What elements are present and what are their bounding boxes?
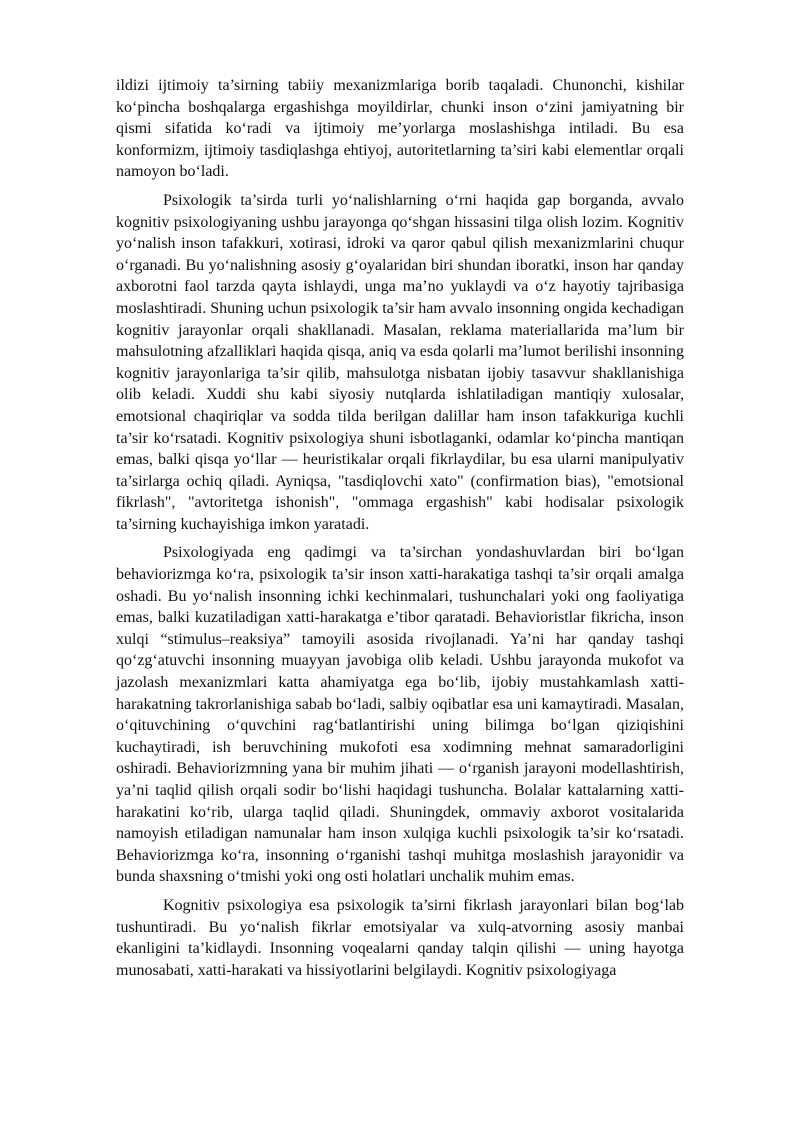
paragraph-cognitive-influence: Psixologik ta’sirda turli yo‘nalishlarning o‘rni haqida gap borganda, avvalo kognitiv psixologiyaning ushbu jarayonga qo‘shgan hissasini tilga olish lozim. Kognitiv yo‘nalish inson tafakkuri, xotirasi, idroki va qaror qabul qilish mexanizmlarini chuqur o‘rganadi. Bu yo‘nalishning asosiy g‘oyalaridan biri shundan iboratki, inson har qanday axborotni faol tarzda qayta ishlaydi, unga ma’no yuklaydi va o‘z hayotiy tajribasiga moslashtiradi. Shuning uchun psixologik ta’sir ham avvalo insonning ongida kechadigan kognitiv jarayonlar orqali shakllanadi. Masalan, reklama materiallarida ma’lum bir mahsulotning afzalliklari haqida qisqa, aniq va esda qolarli ma’lumot berilishi insonning kognitiv jarayonlariga ta’sir qilib, mahsulotga nisbatan ijobiy tasavvur shakllanishiga olib keladi. Xuddi shu kabi siyosiy nutqlarda ishlatiladigan mantiqiy xulosalar, emotsional chaqiriqlar va sodda tilda berilgan dalillar ham inson tafakkuriga kuchli ta’sir ko‘rsatadi. Kognitiv psixologiya shuni isbotlaganki, odamlar ko‘pincha mantiqan emas, balki qisqa yo‘llar — heuristikalar orqali fikrlaydilar, bu esa ularni manipulyativ ta’sirlarga ochiq qiladi. Ayniqsa, "tasdiqlovchi xato" (confirmation bias), "emotsional fikrlash", "avtoritetga ishonish", "ommaga ergashish" kabi hodisalar psixologik ta’sirning kuchayishiga imkon yaratadi.: [116, 191, 684, 533]
paragraph-cognitive-psychology: Kognitiv psixologiya esa psixologik ta’sirni fikrlash jarayonlari bilan bog‘lab tushuntiradi. Bu yo‘nalish fikrlar emotsiyalar va xulq-atvorning asosiy manbai ekanligini ta’kidlaydi. Insonning voqealarni qanday talqin qilishi — uning hayotga munosabati, xatti-harakati va hissiyotlarini belgilaydi. Kognitiv psixologiyaga: [116, 896, 684, 979]
paragraph-behaviorism: Psixologiyada eng qadimgi va ta’sirchan yondashuvlardan biri bo‘lgan behaviorizmga ko‘ra, psixologik ta’sir inson xatti-harakatiga tashqi ta’sir orqali amalga oshadi. Bu yo‘nalish insonning ichki kechinmalari, tushunchalari yoki ong faoliyatiga emas, balki kuzatiladigan xatti-harakatga e’tibor qaratadi. Behavioristlar fikricha, inson xulqi “stimulus–reaksiya” tamoyili asosida rivojlanadi. Ya’ni har qanday tashqi qo‘zg‘atuvchi insonning muayyan javobiga olib keladi. Ushbu jarayonda mukofot va jazolash mexanizmlari katta ahamiyatga ega bo‘lib, ijobiy mustahkamlash xatti-harakatning takrorlanishiga sabab bo‘ladi, salbiy oqibatlar esa uni kamaytiradi. Masalan, o‘qituvchining o‘quvchini rag‘batlantirishi uning bilimga bo‘lgan qiziqishini kuchaytiradi, ish beruvchining mukofoti esa xodimning mehnat samaradorligini oshiradi. Behaviorizmning yana bir muhim jihati — o‘rganish jarayoni modellashtirish, ya’ni taqlid qilish orqali sodir bo‘lishi haqidagi tushuncha. Bolalar kattalarning xatti-harakatini ko‘rib, ularga taqlid qiladi. Shuningdek, ommaviy axborot vositalarida namoyish etiladigan namunalar ham inson xulqiga kuchli psixologik ta’sir ko‘rsatadi. Behaviorizmga ko‘ra, insonning o‘rganishi tashqi muhitga moslashish jarayonidir va bunda shaxsning o‘tmishi yoki ong osti holatlari unchalik muhim emas.: [116, 544, 684, 886]
text-body: [116, 75, 684, 981]
paragraph-continuation: ildizi ijtimoiy ta’sirning tabiiy mexanizmlariga borib taqaladi. Chunonchi, kishilar ko‘pincha boshqalarga ergashishga moyildirlar, chunki inson o‘zini jamiyatning bir qismi sifatida ko‘radi va ijtimoiy me’yorlarga moslashishga intiladi. Bu esa konformizm, ijtimoiy tasdiqlashga ehtiyoj, autoritetlarning ta’siri kabi elementlar orqali namoyon bo‘ladi.: [116, 77, 684, 181]
